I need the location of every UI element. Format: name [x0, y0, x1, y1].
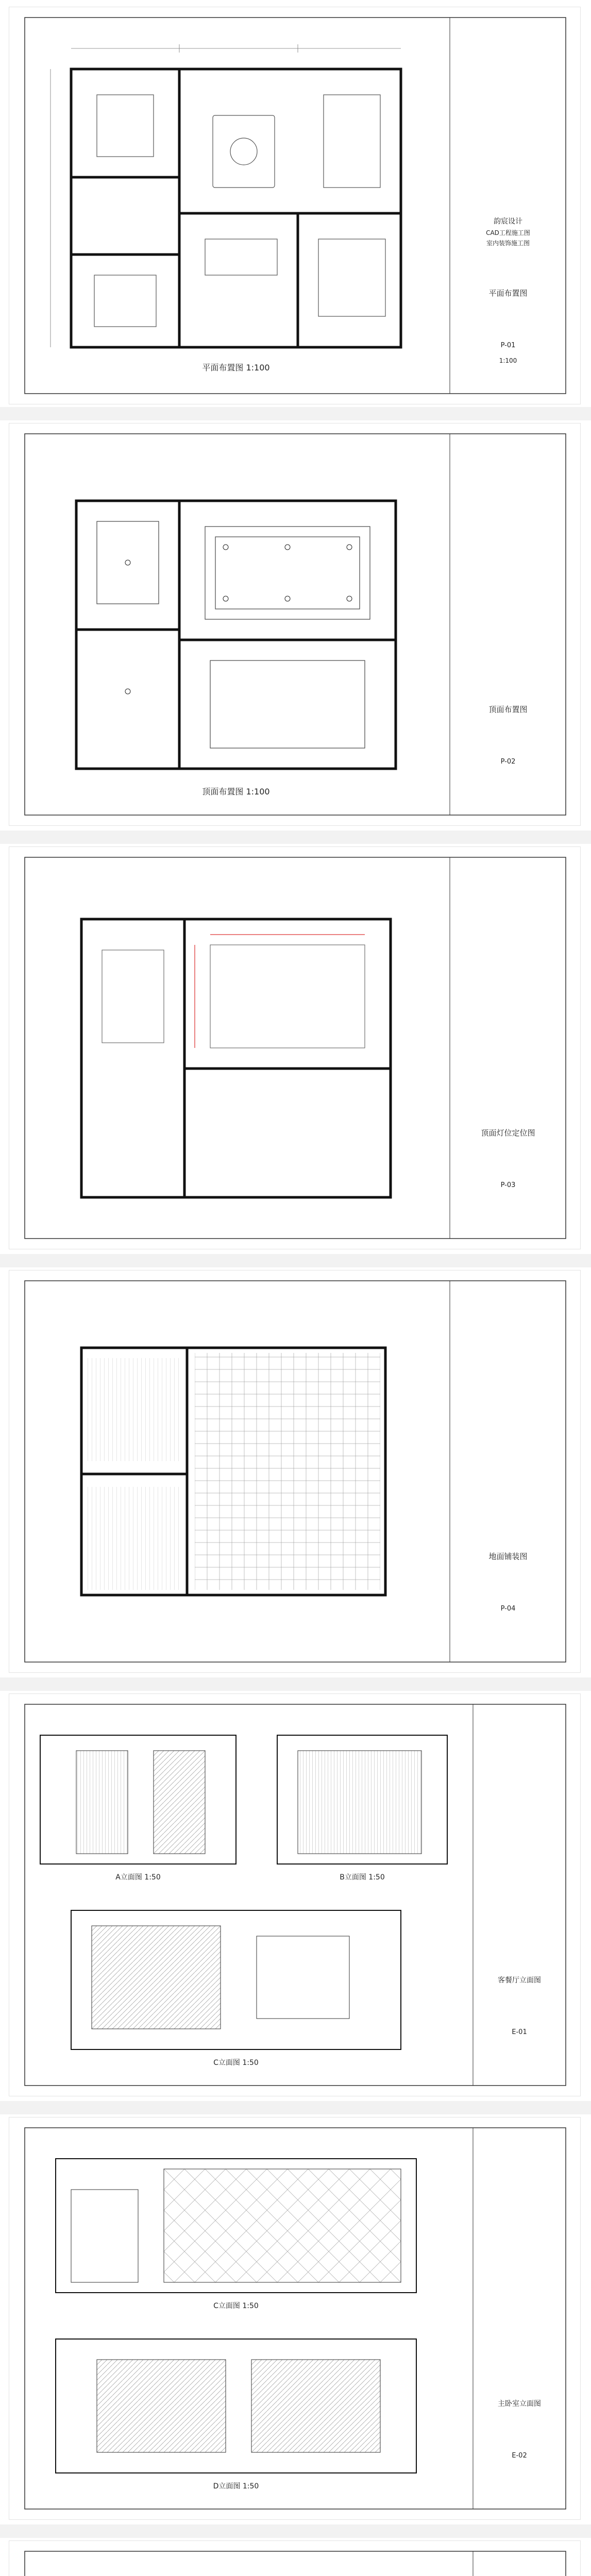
lighting-plan-drawing [9, 847, 580, 1249]
elevation-c-caption: C立面图 1:50 [213, 2059, 259, 2067]
sheet-number: P-04 [500, 1605, 516, 1613]
elevation-drawing-1 [9, 1694, 580, 2096]
sheet-number: P-03 [500, 1181, 516, 1189]
company-line-2: CAD工程施工图 [486, 229, 530, 236]
sheet-separator [0, 1677, 591, 1691]
flooring-plan-drawing [9, 1270, 580, 1672]
elevation-d-caption: D立面图 1:50 [213, 2482, 259, 2490]
sheet-name: 顶面灯位定位图 [481, 1128, 535, 1138]
drawing-sheet-5 [9, 1694, 580, 2096]
sheet-name: 主卧室立面图 [498, 2400, 541, 2408]
sheet-number: P-02 [500, 758, 516, 766]
ceiling-plan-drawing [9, 423, 580, 825]
plan-furniture [94, 95, 385, 327]
floor-plan-drawing [9, 7, 580, 404]
sheet-number: E-02 [512, 2452, 527, 2460]
elevation-drawing-3 [9, 2541, 580, 2576]
ceiling-caption: 顶面布置图 1:100 [202, 787, 270, 796]
elevation-a-caption: A立面图 1:50 [115, 1873, 161, 1882]
sheet-name: 地面铺装图 [488, 1552, 528, 1561]
sheet-separator [0, 1254, 591, 1267]
sheet-name: 顶面布置图 [488, 705, 528, 714]
sheet-separator [0, 2524, 591, 2538]
plan-walls [71, 69, 401, 347]
elevation-drawing-2 [9, 2117, 580, 2519]
drawing-sheet-1 [9, 7, 580, 404]
company-line-1: 韵宸设计 [494, 217, 522, 226]
drawing-sheet-7 [9, 2541, 580, 2576]
sheet-separator [0, 831, 591, 844]
sheet-scale: 1:100 [499, 357, 517, 364]
ceiling-soffits [97, 521, 370, 748]
company-line-3: 室内装饰施工图 [486, 240, 530, 247]
sheet-separator [0, 2101, 591, 2114]
sheet-name: 平面布置图 [488, 289, 528, 298]
sheet-number: E-01 [512, 2028, 527, 2036]
drawing-sheet-4 [9, 1270, 580, 1672]
sheet-number: P-01 [500, 342, 516, 349]
light-dimension-lines [195, 935, 365, 1048]
elevation-b-caption: B立面图 1:50 [340, 1873, 385, 1882]
drawing-sheet-6 [9, 2117, 580, 2519]
plan-caption: 平面布置图 1:100 [202, 363, 270, 372]
sheet-name: 客餐厅立面图 [498, 1976, 541, 1985]
plan-dimension-lines [50, 44, 401, 347]
drawing-sheet-2 [9, 423, 580, 825]
drawing-sheet-3 [9, 847, 580, 1249]
elevation-c-caption-2: C立面图 1:50 [213, 2302, 259, 2310]
sheet-separator [0, 407, 591, 420]
title-block-1 [486, 217, 530, 364]
